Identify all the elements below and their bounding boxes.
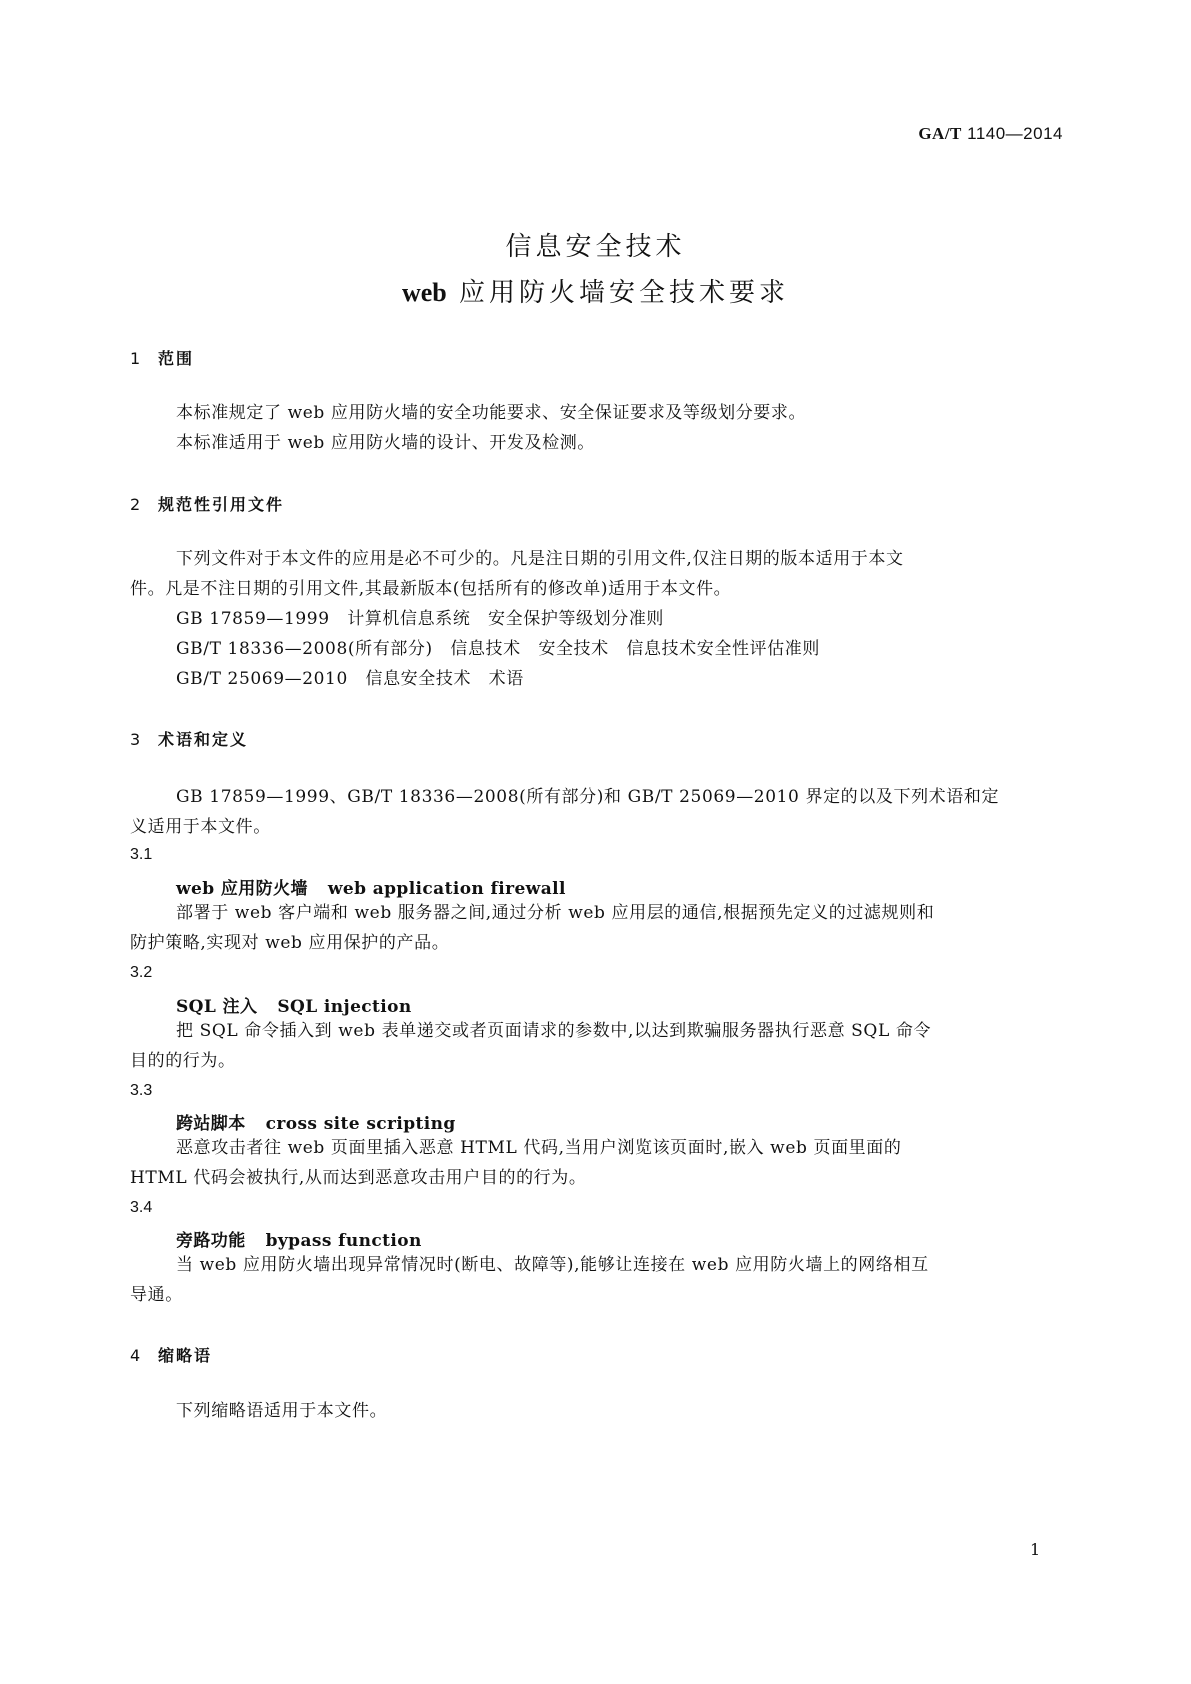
reference-item: GB/T 18336—2008(所有部分) 信息技术 安全技术 信息技术安全性评估准则 (176, 639, 820, 659)
term-definition: 当 web 应用防火墙出现异常情况时(断电、故障等),能够让连接在 web 应用防火墙上的网络相互 (176, 1255, 929, 1275)
term-number: 3.4 (130, 1199, 153, 1216)
paragraph: 本标准适用于 web 应用防火墙的设计、开发及检测。 (176, 433, 595, 453)
term-cn: 旁路功能 (176, 1231, 246, 1251)
page-number: 1 (1030, 1540, 1041, 1559)
section-heading-4 (130, 1343, 212, 1366)
term-definition: 目的的行为。 (130, 1051, 236, 1071)
document-title-line2 (0, 272, 1191, 309)
document-title-en: web (401, 278, 447, 307)
paragraph: 下列文件对于本文件的应用是必不可少的。凡是注日期的引用文件,仅注日期的版本适用于本文 (176, 549, 904, 569)
paragraph: 件。凡是不注日期的引用文件,其最新版本(包括所有的修改单)适用于本文件。 (130, 579, 732, 599)
term-definition: 把 SQL 命令插入到 web 表单递交或者页面请求的参数中,以达到欺骗服务器执行恶意 SQL 命令 (176, 1021, 932, 1041)
term-en: web application firewall (327, 879, 566, 899)
paragraph: 本标准规定了 web 应用防火墙的安全功能要求、安全保证要求及等级划分要求。 (176, 403, 807, 423)
term-definition: 防护策略,实现对 web 应用保护的产品。 (130, 933, 450, 953)
standard-code (918, 124, 1063, 144)
term-definition: 恶意攻击者往 web 页面里插入恶意 HTML 代码,当用户浏览该页面时,嵌入 web 页面里面的 (176, 1138, 902, 1158)
term-number: 3.1 (130, 846, 153, 863)
section-number: 1 (130, 349, 143, 368)
term-cn: web 应用防火墙 (176, 879, 308, 899)
standard-code-prefix: GA/T (918, 124, 962, 143)
section-number: 4 (130, 1346, 143, 1365)
paragraph: 义适用于本文件。 (130, 817, 271, 837)
term-en: cross site scripting (265, 1114, 456, 1134)
section-title: 缩略语 (158, 1346, 213, 1365)
document-title-line1: 信息安全技术 (505, 232, 686, 262)
reference-item: GB/T 25069—2010 信息安全技术 术语 (176, 669, 524, 689)
section-number: 2 (130, 495, 143, 514)
term-en: bypass function (265, 1231, 422, 1251)
term-definition: 导通。 (130, 1285, 183, 1305)
term-number: 3.2 (130, 964, 153, 981)
term-definition: HTML 代码会被执行,从而达到恶意攻击用户目的的行为。 (130, 1168, 587, 1188)
reference-item: GB 17859—1999 计算机信息系统 安全保护等级划分准则 (176, 609, 665, 629)
term-en: SQL injection (277, 997, 412, 1017)
term-heading (176, 874, 566, 899)
term-cn: 跨站脚本 (176, 1114, 246, 1134)
section-title: 范围 (158, 349, 195, 368)
term-heading (176, 1226, 422, 1251)
section-heading-3 (130, 727, 248, 750)
standard-code-number: 1140—2014 (967, 124, 1063, 143)
paragraph: 下列缩略语适用于本文件。 (176, 1401, 388, 1421)
term-heading (176, 1109, 456, 1134)
term-definition: 部署于 web 客户端和 web 服务器之间,通过分析 web 应用层的通信,根据预先定义的过滤规则和 (176, 903, 935, 923)
paragraph: GB 17859—1999、GB/T 18336—2008(所有部分)和 GB/T 25069—2010 界定的以及下列术语和定 (176, 787, 1000, 807)
section-number: 3 (130, 730, 143, 749)
term-cn: SQL 注入 (176, 997, 258, 1017)
term-heading (176, 992, 412, 1017)
section-heading-1 (130, 346, 194, 369)
section-title: 规范性引用文件 (158, 495, 285, 514)
document-title-cn: 应用防火墙安全技术要求 (459, 278, 790, 308)
term-number: 3.3 (130, 1082, 153, 1099)
section-heading-2 (130, 492, 284, 515)
section-title: 术语和定义 (158, 730, 249, 749)
